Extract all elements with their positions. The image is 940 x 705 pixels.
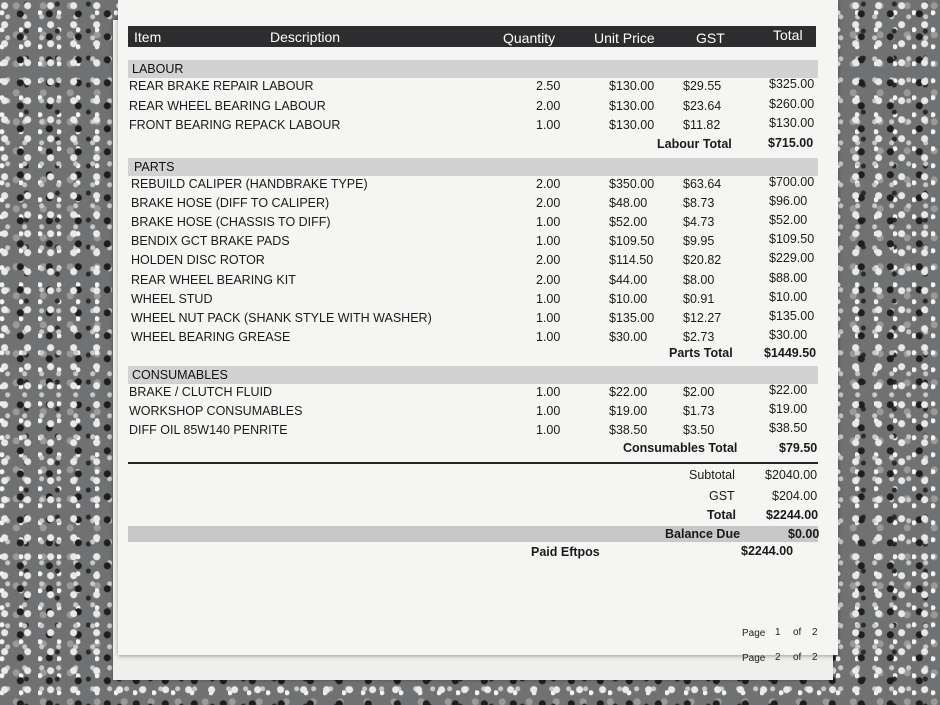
item-gst: $2.73 — [683, 329, 715, 344]
item-quantity: 2.00 — [536, 177, 561, 191]
labour-section-bar — [128, 60, 818, 78]
header-quantity: Quantity — [503, 30, 556, 46]
item-description: BENDIX GCT BRAKE PADS — [131, 234, 290, 249]
item-gst: $3.50 — [683, 423, 715, 437]
item-total: $38.50 — [769, 421, 808, 435]
item-quantity: 2.00 — [536, 253, 561, 268]
paid-method-label: Paid Eftpos — [531, 545, 600, 559]
parts-total-value: $1449.50 — [764, 346, 817, 360]
item-gst: $8.73 — [683, 196, 715, 211]
item-unit-price: $52.00 — [609, 215, 648, 230]
grand-total-value: $2244.00 — [766, 508, 819, 522]
item-quantity: 2.00 — [536, 272, 561, 287]
item-description: REAR WHEEL BEARING KIT — [131, 272, 296, 287]
item-unit-price: $38.50 — [609, 423, 648, 437]
item-quantity: 2.00 — [536, 196, 561, 211]
item-quantity: 1.00 — [536, 215, 561, 230]
page2-footer-of: of — [793, 652, 802, 663]
item-gst: $9.95 — [683, 234, 715, 249]
subtotal-value: $2040.00 — [765, 468, 818, 482]
item-description: BRAKE HOSE (DIFF TO CALIPER) — [131, 196, 330, 211]
item-quantity: 1.00 — [536, 385, 561, 399]
item-unit-price: $109.50 — [609, 234, 655, 249]
parts-section-bar — [128, 158, 818, 176]
item-total: $52.00 — [769, 213, 808, 228]
gst-value: $204.00 — [772, 489, 818, 503]
summary-divider — [128, 462, 818, 464]
header-gst: GST — [696, 30, 725, 46]
item-description: WORKSHOP CONSUMABLES — [129, 404, 303, 418]
item-total: $88.00 — [769, 270, 808, 285]
header-unit-price: Unit Price — [594, 30, 655, 46]
page1-footer-page-word: Page — [742, 628, 766, 639]
item-unit-price: $130.00 — [609, 79, 655, 93]
item-unit-price: $130.00 — [609, 98, 655, 113]
item-total: $130.00 — [769, 116, 815, 130]
item-gst: $8.00 — [683, 272, 715, 287]
item-unit-price: $19.00 — [609, 404, 648, 418]
page1-footer-total: 2 — [812, 627, 818, 638]
item-gst: $29.55 — [683, 79, 722, 93]
item-total: $700.00 — [769, 175, 815, 189]
item-description: BRAKE / CLUTCH FLUID — [129, 385, 273, 399]
header-item: Item — [134, 29, 162, 45]
labour-total-label: Labour Total — [657, 137, 732, 151]
header-total: Total — [773, 27, 803, 43]
parts-total-label: Parts Total — [669, 346, 733, 360]
item-total: $109.50 — [769, 232, 815, 247]
parts-section-title: PARTS — [134, 160, 175, 174]
page1-footer-of: of — [793, 627, 802, 638]
header-description: Description — [270, 29, 341, 45]
item-gst: $2.00 — [683, 385, 715, 399]
item-description: WHEEL BEARING GREASE — [131, 329, 291, 344]
item-unit-price: $114.50 — [609, 253, 654, 268]
item-quantity: 2.50 — [536, 79, 561, 93]
consumables-total-label: Consumables Total — [623, 441, 738, 455]
balance-due-label: Balance Due — [665, 527, 741, 541]
labour-total-value: $715.00 — [768, 136, 814, 150]
item-unit-price: $350.00 — [609, 177, 655, 191]
page2-footer-total: 2 — [812, 652, 818, 663]
item-description: REAR WHEEL BEARING LABOUR — [129, 98, 326, 113]
item-gst: $20.82 — [683, 253, 722, 268]
item-description: WHEEL STUD — [131, 291, 213, 306]
item-gst: $23.64 — [683, 98, 722, 113]
item-unit-price: $30.00 — [609, 329, 648, 344]
item-total: $260.00 — [769, 96, 815, 111]
item-quantity: 1.00 — [536, 404, 561, 418]
consumables-section-bar — [128, 366, 818, 384]
paid-amount: $2244.00 — [741, 544, 794, 558]
item-total: $10.00 — [769, 289, 808, 304]
item-unit-price: $130.00 — [609, 118, 655, 132]
item-total: $229.00 — [769, 251, 815, 266]
item-total: $22.00 — [769, 383, 808, 397]
item-description: REAR BRAKE REPAIR LABOUR — [129, 79, 314, 93]
consumables-total-value: $79.50 — [779, 441, 818, 455]
item-quantity: 1.00 — [536, 310, 561, 325]
item-gst: $11.82 — [683, 118, 721, 132]
labour-section-title: LABOUR — [132, 62, 184, 76]
item-description: HOLDEN DISC ROTOR — [131, 253, 265, 268]
item-total: $135.00 — [769, 308, 815, 323]
item-unit-price: $48.00 — [609, 196, 648, 211]
item-quantity: 1.00 — [536, 291, 561, 306]
item-total: $325.00 — [769, 77, 815, 91]
subtotal-label: Subtotal — [689, 468, 735, 482]
item-unit-price: $44.00 — [609, 272, 648, 287]
item-quantity: 1.00 — [536, 118, 561, 132]
gst-label: GST — [709, 489, 735, 503]
item-unit-price: $135.00 — [609, 310, 655, 325]
item-unit-price: $22.00 — [609, 385, 648, 399]
item-quantity: 2.00 — [536, 98, 561, 113]
item-quantity: 1.00 — [536, 329, 561, 344]
item-gst: $63.64 — [683, 177, 722, 191]
item-gst: $4.73 — [683, 215, 715, 230]
page2-footer-number: 2 — [775, 652, 781, 663]
page1-footer-number: 1 — [775, 627, 781, 638]
item-description: WHEEL NUT PACK (SHANK STYLE WITH WASHER) — [131, 310, 432, 325]
item-description: FRONT BEARING REPACK LABOUR — [129, 118, 341, 132]
item-description: REBUILD CALIPER (HANDBRAKE TYPE) — [131, 177, 368, 191]
balance-due-value: $0.00 — [788, 527, 820, 541]
item-unit-price: $10.00 — [609, 291, 648, 306]
item-description: DIFF OIL 85W140 PENRITE — [129, 423, 288, 437]
item-gst: $12.27 — [683, 310, 722, 325]
item-description: BRAKE HOSE (CHASSIS TO DIFF) — [131, 215, 331, 230]
item-total: $19.00 — [769, 402, 808, 416]
item-total: $30.00 — [769, 327, 808, 342]
item-gst: $0.91 — [683, 291, 715, 306]
item-total: $96.00 — [769, 194, 808, 209]
item-quantity: 1.00 — [536, 423, 561, 437]
item-gst: $1.73 — [683, 404, 715, 418]
page2-footer-page-word: Page — [742, 653, 766, 664]
consumables-section-title: CONSUMABLES — [132, 368, 228, 382]
grand-total-label: Total — [707, 508, 736, 522]
item-quantity: 1.00 — [536, 234, 561, 249]
